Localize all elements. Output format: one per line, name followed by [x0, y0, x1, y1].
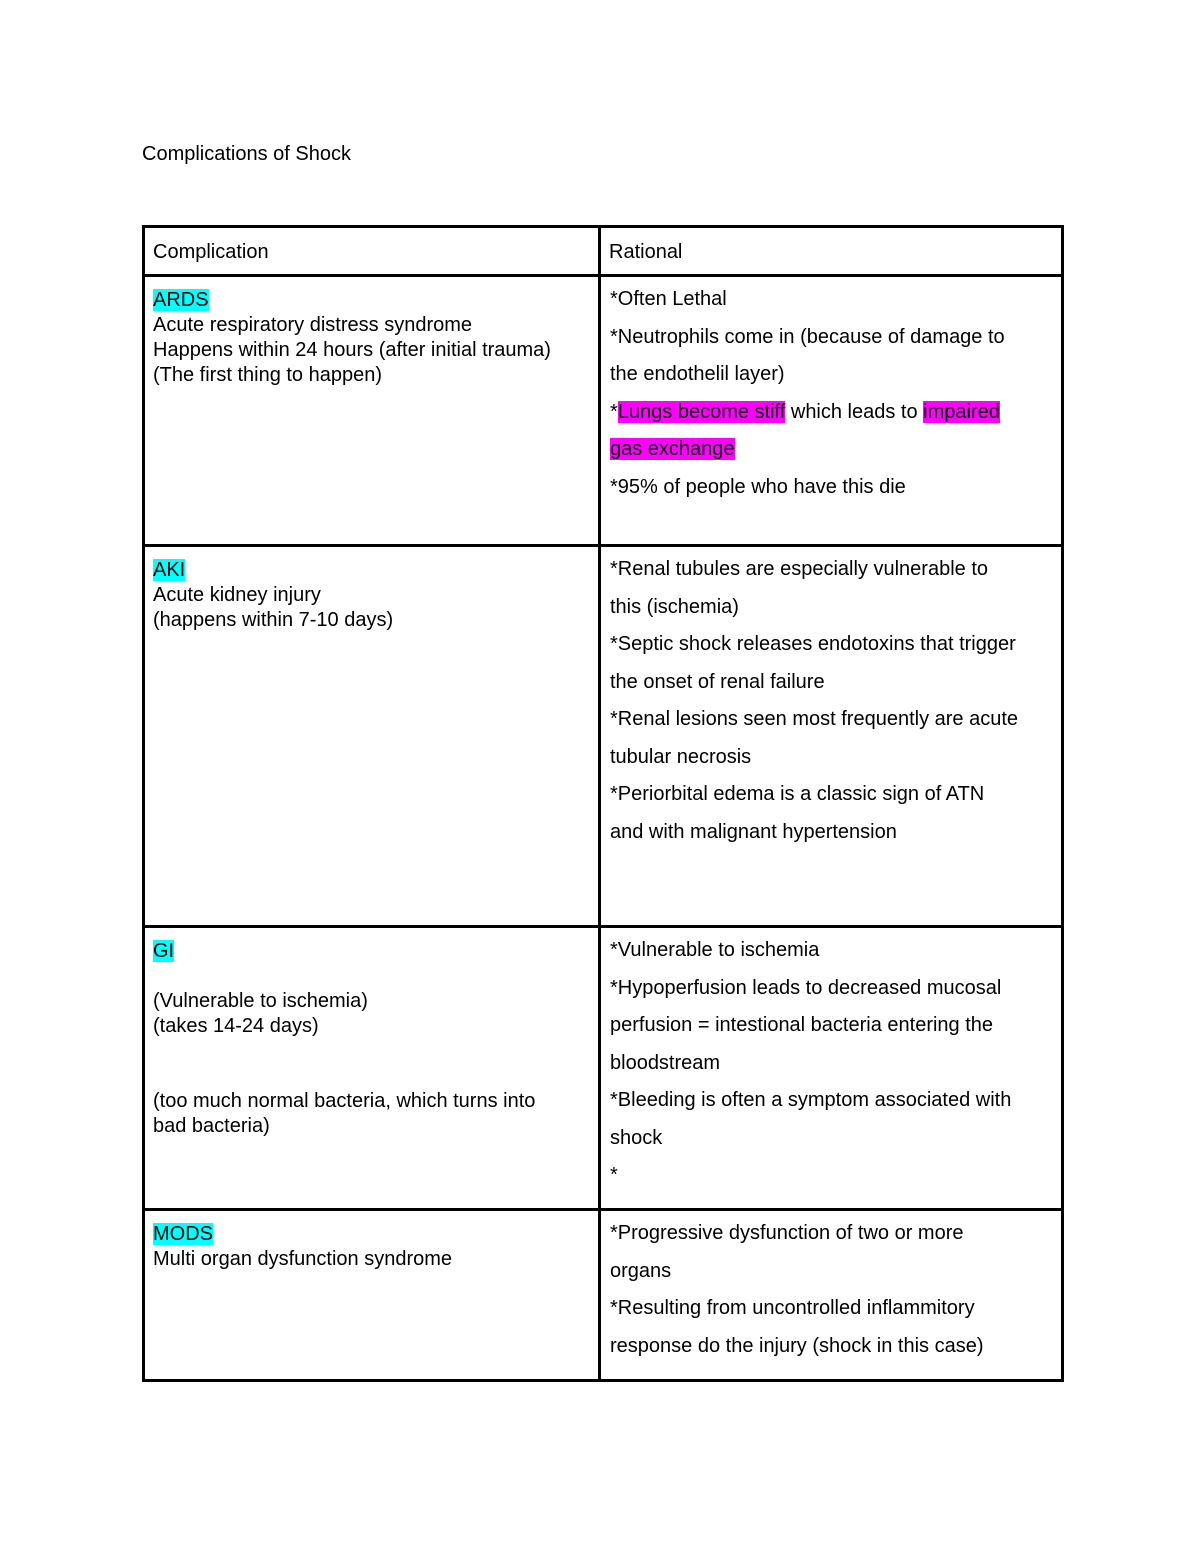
rational-line: *Hypoperfusion leads to decreased mucosal: [610, 976, 1002, 999]
complication-note: (takes 14-24 days): [153, 1015, 319, 1037]
rational-line: *: [610, 1164, 618, 1186]
rational-line: *Progressive dysfunction of two or more: [610, 1222, 964, 1244]
table-header-row: [144, 227, 1063, 276]
rational-line: tubular necrosis: [610, 745, 752, 768]
complication-abbr: AKI: [153, 559, 186, 581]
rational-line: bloodstream: [610, 1051, 721, 1074]
complication-cell: [144, 927, 600, 1210]
rational-cell: [600, 546, 1063, 927]
table-row: [144, 1210, 1063, 1381]
rational-line: *Bleeding is often a symptom associated with: [610, 1089, 1012, 1111]
highlighted-text: gas exchange: [610, 438, 735, 460]
highlighted-text: impaired: [923, 400, 1000, 423]
complication-note: Happens within 24 hours (after initial trauma): [153, 339, 551, 361]
rational-bullet: *: [610, 400, 618, 423]
rational-text: which leads to: [785, 400, 924, 423]
rational-line: [610, 394, 1053, 432]
rational-line: *Resulting from uncontrolled inflammitory: [610, 1297, 975, 1319]
rational-line: and with malignant hypertension: [610, 820, 897, 843]
rational-line: *Vulnerable to ischemia: [610, 939, 820, 961]
rational-line: *Neutrophils come in (because of damage to: [610, 325, 1005, 348]
page-title: Complications of Shock: [142, 143, 351, 165]
rational-line: the endothelil layer): [610, 363, 785, 385]
complication-note: (Vulnerable to ischemia): [153, 990, 368, 1012]
rational-cell: [600, 927, 1063, 1210]
complication-abbr: MODS: [153, 1223, 213, 1245]
header-cell-rational: [600, 227, 1063, 276]
rational-line: *Renal tubules are especially vulnerable to: [610, 558, 989, 580]
complication-abbr: GI: [153, 940, 175, 962]
complication-note: bad bacteria): [153, 1115, 270, 1137]
rational-line: the onset of renal failure: [610, 670, 825, 693]
rational-line: response do the injury (shock in this case): [610, 1334, 984, 1357]
complication-abbr: ARDS: [153, 289, 209, 311]
complication-name: Acute kidney injury: [153, 584, 321, 606]
header-complication: Complication: [153, 241, 269, 263]
rational-line: organs: [610, 1259, 672, 1282]
complication-cell: [144, 546, 600, 927]
rational-line: *95% of people who have this die: [610, 475, 906, 498]
rational-cell: [600, 1210, 1063, 1381]
table-row: [144, 276, 1063, 546]
rational-line: *Septic shock releases endotoxins that trigger: [610, 633, 1016, 655]
rational-line: [610, 431, 1053, 469]
rational-line: *Renal lesions seen most frequently are acute: [610, 708, 1019, 730]
complications-table: [142, 225, 1064, 1382]
header-rational: Rational: [609, 241, 683, 263]
rational-line: shock: [610, 1126, 663, 1149]
complication-name: Acute respiratory distress syndrome: [153, 314, 473, 336]
complication-cell: [144, 276, 600, 546]
highlighted-text: Lungs become stiff: [617, 400, 786, 423]
rational-line: perfusion = intestional bacteria entering the: [610, 1014, 994, 1036]
table-row: [144, 546, 1063, 927]
complication-cell: [144, 1210, 600, 1381]
complication-note: (happens within 7-10 days): [153, 609, 394, 631]
header-cell-complication: [144, 227, 600, 276]
complication-name: Multi organ dysfunction syndrome: [153, 1248, 453, 1270]
complication-note: (The first thing to happen): [153, 364, 383, 386]
rational-cell: [600, 276, 1063, 546]
rational-line: *Periorbital edema is a classic sign of ATN: [610, 783, 985, 805]
table-row: [144, 927, 1063, 1210]
rational-line: this (ischemia): [610, 595, 739, 618]
rational-line: *Often Lethal: [610, 288, 727, 310]
complication-note: (too much normal bacteria, which turns into: [153, 1090, 536, 1112]
